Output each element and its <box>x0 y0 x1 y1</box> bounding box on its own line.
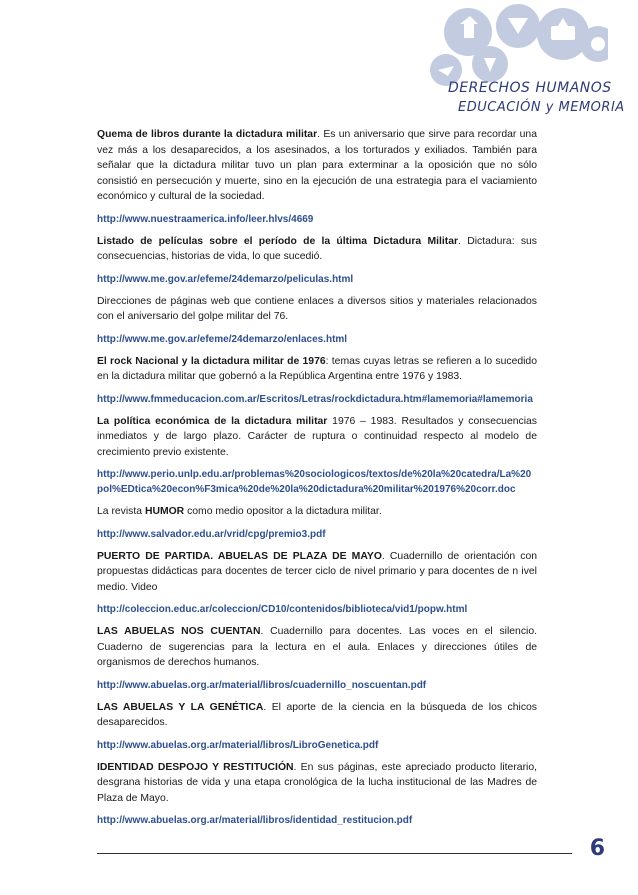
list-item <box>97 760 537 829</box>
entry-link[interactable]: http://coleccion.educ.ar/coleccion/CD10/contenidos/biblioteca/vid1/popw.html <box>97 604 468 615</box>
list-item <box>97 234 537 287</box>
list-item <box>97 354 537 407</box>
footer-divider <box>97 853 572 854</box>
entry-description: . Es un aniversario que sirve para recordar una vez más a los desaparecidos, a los asesinados, a los torturados y exiliados. También para señalar que la dictadura militar tuvo un plan para exterminar a la oposición que no sólo consistió en persecución y muerte, sino en la ejecución de una estrategia para el vaciamiento económico y cultural de la sociedad. <box>97 129 537 202</box>
brand-subtitle: EDUCACIÓN y MEMORIA <box>458 100 625 115</box>
school-icon <box>551 26 575 40</box>
entry-description: Direcciones de páginas web que contiene enlaces a diversos sitios y materiales relacionados con el aniversario del golpe militar del 76. <box>97 295 537 322</box>
entry-description: 1976 – 1983. Resultados y consecuencias inmediatos y de largo plazo. Carácter de ruptura o continuidad respecto al modelo de crecimiento previo existente. <box>97 415 537 458</box>
page-number: 6 <box>589 836 605 861</box>
list-item <box>97 127 537 227</box>
entry-description: . Cuadernillo de orientación con propuestas didácticas para docentes de tercer ciclo de nivel primario y para docentes de n ivel medio. Video <box>97 550 538 593</box>
entry-title: LAS ABUELAS NOS CUENTAN <box>97 626 261 637</box>
entry-title: Listado de películas sobre el período de la última Dictadura Militar <box>97 235 459 247</box>
list-item <box>97 504 537 542</box>
entry-link[interactable]: http://www.me.gov.ar/efeme/24demarzo/peliculas.html <box>97 273 354 285</box>
entry-description: . En sus páginas, este apreciado producto literario, desgrana historias de vida y una etapa cronológica de la lucha institucional de las Madres de Plaza de Mayo. <box>97 761 537 804</box>
entry-title: PUERTO DE PARTIDA. ABUELAS DE PLAZA DE MAYO <box>97 550 382 562</box>
entry-title: HUMOR <box>144 506 185 517</box>
list-item <box>97 700 537 753</box>
entry-title: Quema de libros durante la dictadura militar <box>97 129 318 140</box>
entry-link[interactable]: http://www.nuestraamerica.info/leer.hlvs/4669 <box>97 213 314 225</box>
entry-description: como medio opositor a la dictadura militar. <box>184 506 382 517</box>
entry-description: . El aporte de la ciencia en la búsqueda de los chicos desaparecidos. <box>97 701 537 728</box>
entry-text-before: La revista <box>97 506 145 517</box>
entry-description: . Dictadura: sus consecuencias, historias de vida, lo que sucedió. <box>97 235 538 262</box>
entry-title: El rock Nacional y la dictadura militar de 1976 <box>97 355 326 367</box>
list-item <box>97 294 537 347</box>
list-item <box>97 549 537 618</box>
entry-title: LAS ABUELAS Y LA GENÉTICA <box>97 701 264 713</box>
entry-link[interactable]: http://www.abuelas.org.ar/material/libros/identidad_restitucion.pdf <box>97 815 413 826</box>
entry-description: : temas cuyas letras se refieren a lo sucedido en la dictadura militar que gobernó a la República Argentina entre 1976 y 1983. <box>97 355 537 382</box>
entry-link[interactable]: http://www.perio.unlp.edu.ar/problemas%20sociologicos/textos/de%20la%20catedra/La%20pol%EDtica%20econ%F3mica%20de%20la%20dictadura%20militar%201976%20corr.doc <box>97 469 532 495</box>
list-item <box>97 624 537 693</box>
resource-list <box>97 127 537 835</box>
entry-link[interactable]: http://www.abuelas.org.ar/material/libros/cuadernillo_noscuentan.pdf <box>97 679 427 691</box>
brand-title: DERECHOS HUMANOS <box>448 80 612 96</box>
entry-link[interactable]: http://www.abuelas.org.ar/material/libros/LibroGenetica.pdf <box>97 739 379 751</box>
entry-link[interactable]: http://www.fmmeducacion.com.ar/Escritos/Letras/rockdictadura.htm#lamemoria#lamemoria <box>97 393 533 405</box>
list-item <box>97 414 537 498</box>
entry-title: La política económica de la dictadura militar <box>97 415 328 427</box>
entry-link[interactable]: http://www.salvador.edu.ar/vrid/cpg/premio3.pdf <box>97 528 326 540</box>
entry-link[interactable]: http://www.me.gov.ar/efeme/24demarzo/enlaces.html <box>97 333 348 345</box>
entry-description: . Cuadernillo para docentes. Las voces en el silencio. Cuaderno de sugerencias para la lectura en el aula. Enlaces y direcciones útiles de organismos de derechos humanos. <box>97 626 537 668</box>
entry-title: IDENTIDAD DESPOJO Y RESTITUCIÓN <box>97 761 294 773</box>
